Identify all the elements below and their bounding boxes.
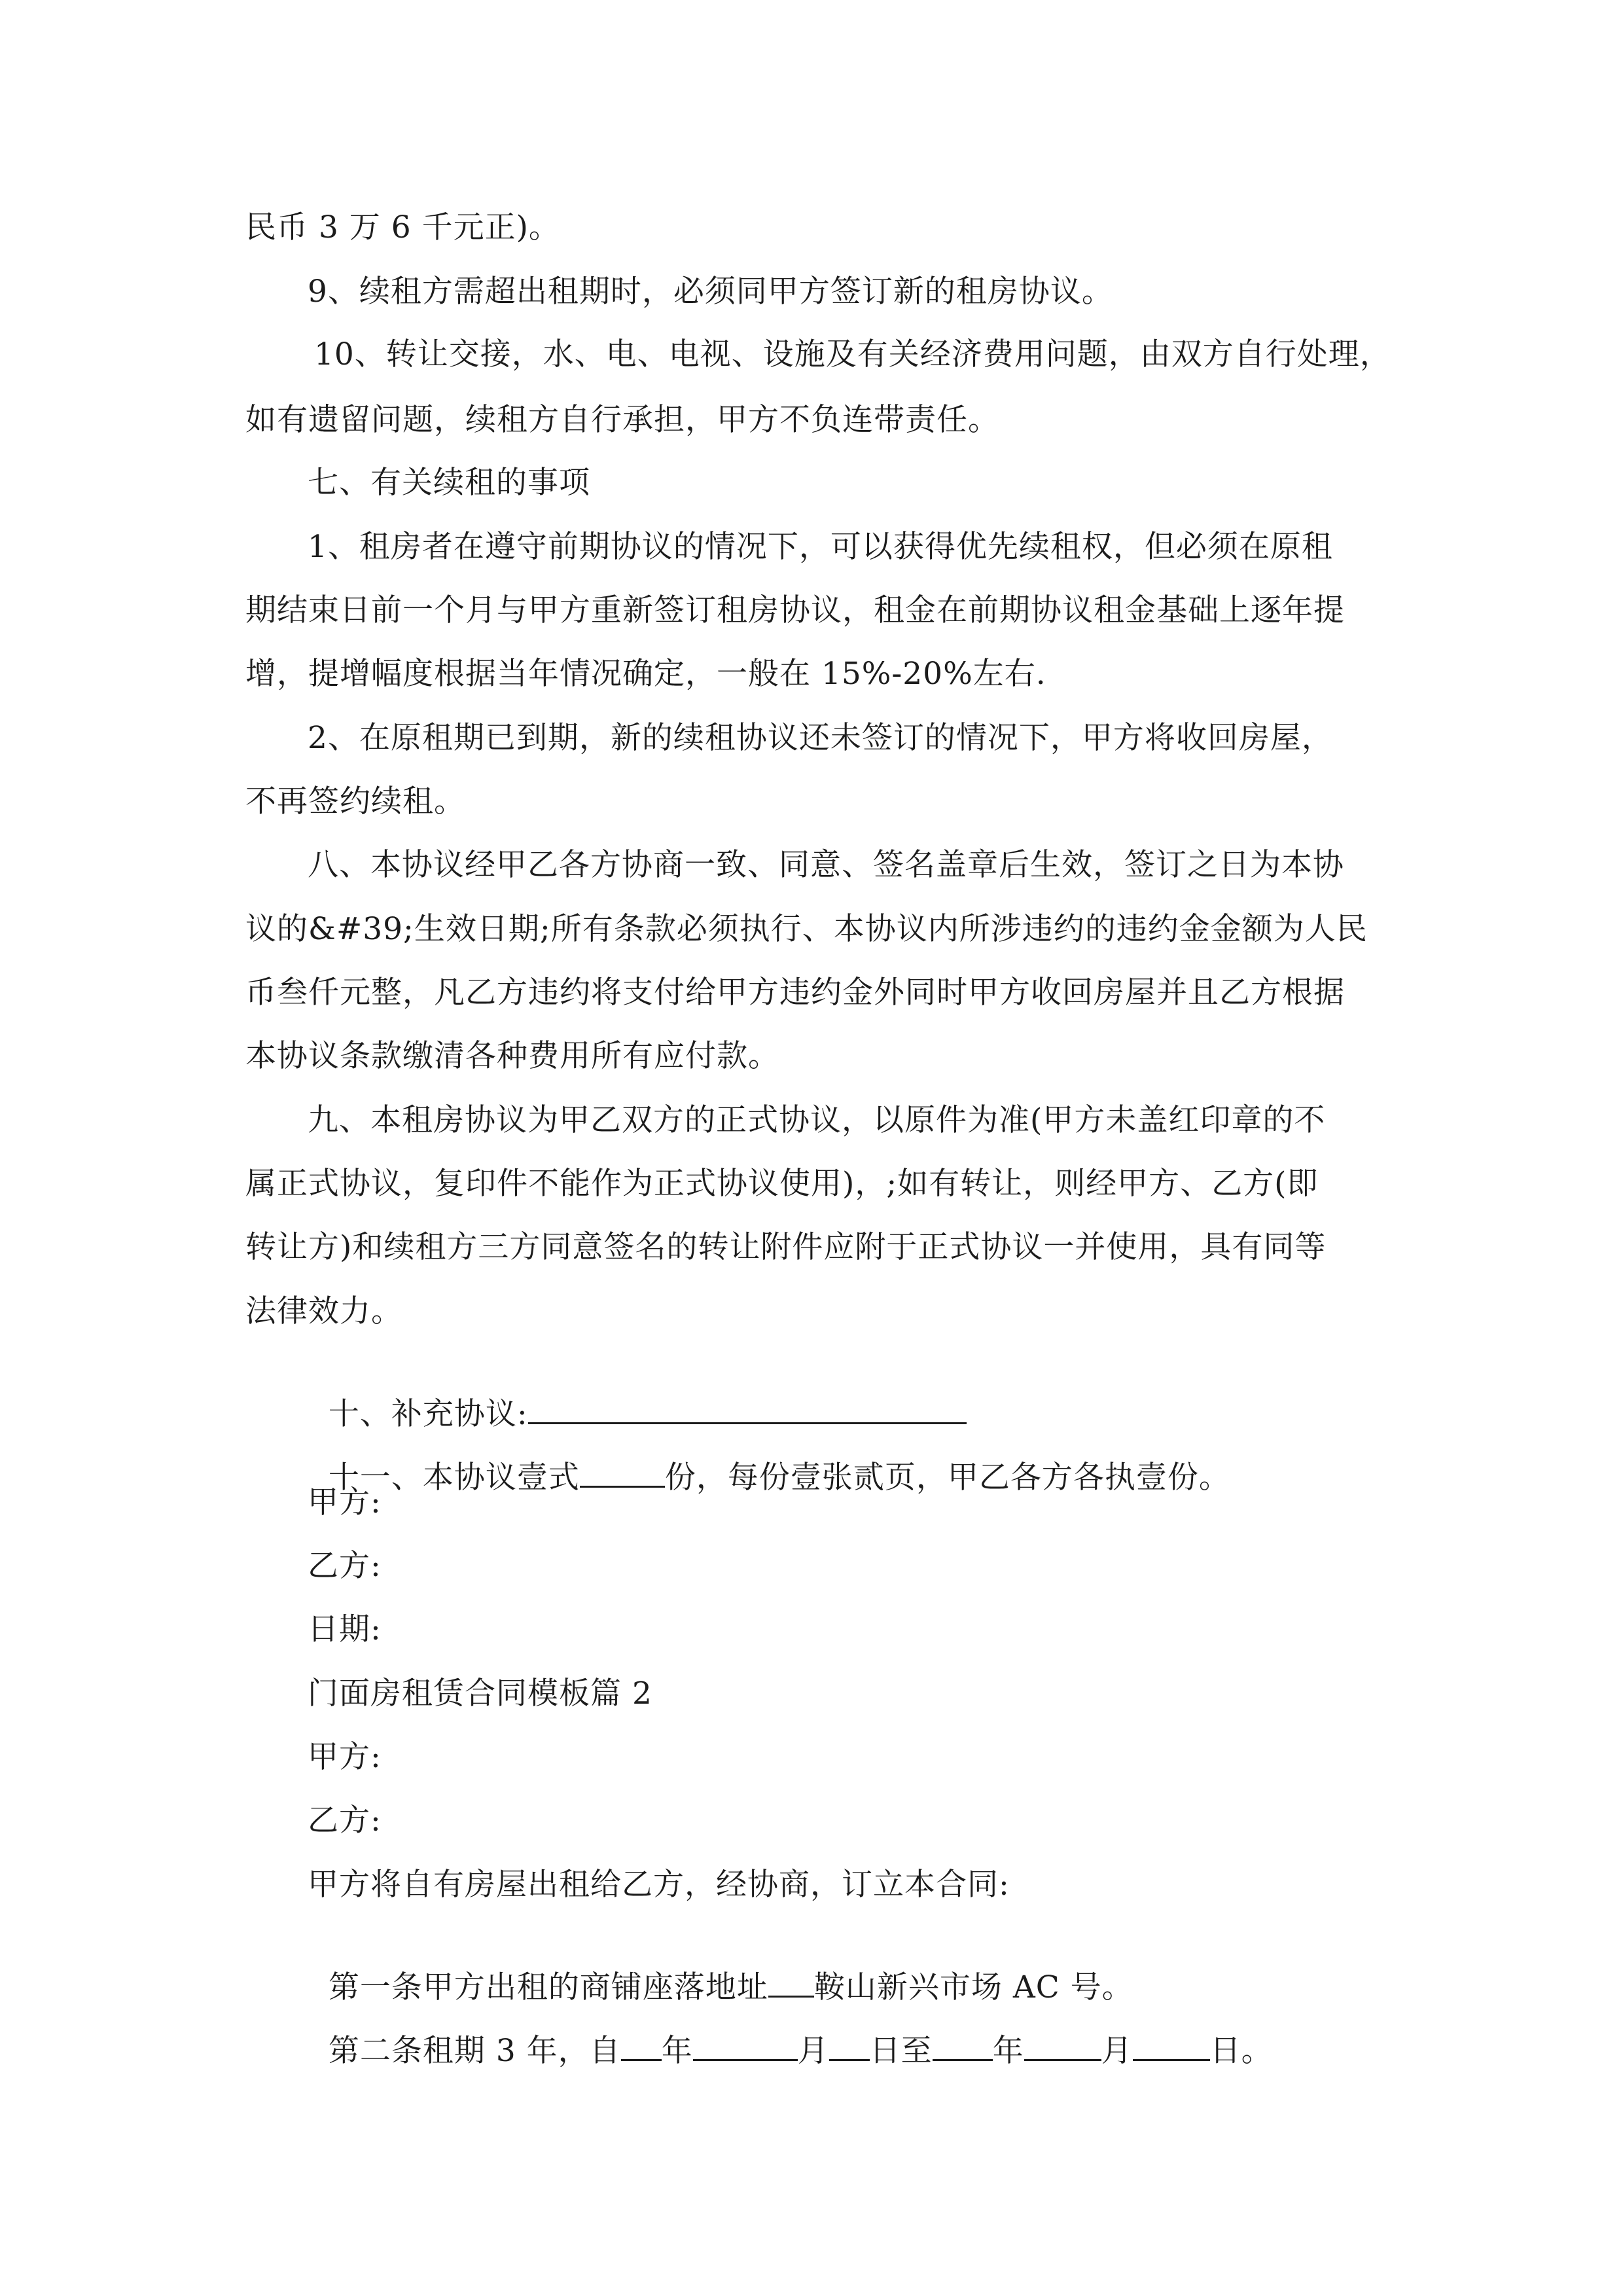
day-to-label: 日至 <box>869 2033 933 2069</box>
article-2-label: 第二条租期 3 年，自 <box>328 2033 621 2069</box>
copies-text: 份，每份壹张贰页，甲乙各方各执壹份。 <box>664 1460 1230 1496</box>
start-month-blank <box>693 2032 798 2061</box>
text-line: 转让方)和续租方三方同意签名的转让附件应附于正式协议一并使用，具有同等 <box>245 1229 1327 1265</box>
text-line: 不再签约续租。 <box>245 783 465 819</box>
party-b-line: 乙方: <box>308 1803 382 1839</box>
section-heading: 七、有关续租的事项 <box>308 465 590 501</box>
text-line: 法律效力。 <box>245 1293 402 1329</box>
text-line: 币叁仟元整，凡乙方违约将支付给甲方违约金外同时甲方收回房屋并且乙方根据 <box>245 975 1345 1011</box>
start-year-blank <box>621 2032 662 2061</box>
year-label: 年 <box>992 2033 1024 2069</box>
end-day-blank <box>1133 2032 1210 2061</box>
party-b-signature: 乙方: <box>308 1548 382 1584</box>
copies-label: 十一、本协议壹式 <box>328 1460 580 1496</box>
party-a-signature: 甲方: <box>308 1484 382 1520</box>
text-line: 八、本协议经甲乙各方协商一致、同意、签名盖章后生效，签订之日为本协 <box>308 847 1344 883</box>
supplementary-label: 十、补充协议: <box>328 1396 528 1432</box>
copies-line <box>308 1419 1230 1498</box>
text-line: 甲方将自有房屋出租给乙方，经协商，订立本合同: <box>308 1867 1010 1903</box>
month-label: 月 <box>1101 2033 1133 2069</box>
text-line: 期结束日前一个月与甲方重新签订租房协议，租金在前期协议租金基础上逐年提 <box>245 592 1345 628</box>
text-line: 2、在原租期已到期，新的续租协议还未签订的情况下，甲方将收回房屋， <box>308 720 1333 756</box>
text-line: 9、续租方需超出租期时，必须同甲方签订新的租房协议。 <box>308 274 1113 310</box>
text-line: 民币 3 万 6 千元正)。 <box>245 209 560 245</box>
text-line: 10、转让交接，水、电、电视、设施及有关经济费用问题，由双方自行处理， <box>314 336 1391 372</box>
end-year-blank <box>933 2032 993 2061</box>
text-line: 九、本租房协议为甲乙双方的正式协议，以原件为准(甲方未盖红印章的不 <box>308 1102 1326 1138</box>
section-title: 门面房租赁合同模板篇 2 <box>308 1676 652 1712</box>
article-1-address: 鞍山新兴市场 AC 号。 <box>813 1969 1133 2005</box>
text-line: 1、租房者在遵守前期协议的情况下，可以获得优先续租权，但必须在原租 <box>308 529 1333 565</box>
text-line: 如有遗留问题，续租方自行承担，甲方不负连带责任。 <box>245 402 999 438</box>
month-label: 月 <box>797 2033 829 2069</box>
text-line: 议的&#39;生效日期;所有条款必须执行、本协议内所涉违约的违约金金额为人民 <box>245 911 1368 947</box>
article-1-label: 第一条甲方出租的商铺座落地址 <box>328 1969 768 2005</box>
article-2 <box>308 1992 1273 2071</box>
text-line: 本协议条款缴清各种费用所有应付款。 <box>245 1038 779 1074</box>
copies-blank <box>580 1458 665 1488</box>
year-label: 年 <box>661 2033 693 2069</box>
text-line: 增，提增幅度根据当年情况确定，一般在 15%-20%左右. <box>245 656 1046 692</box>
text-line: 属正式协议，复印件不能作为正式协议使用)，;如有转让，则经甲方、乙方(即 <box>245 1166 1319 1202</box>
party-a-line: 甲方: <box>308 1739 382 1775</box>
day-label: 日。 <box>1209 2033 1273 2069</box>
date-signature: 日期: <box>308 1611 382 1647</box>
end-month-blank <box>1024 2032 1101 2061</box>
start-day-blank <box>829 2032 870 2061</box>
